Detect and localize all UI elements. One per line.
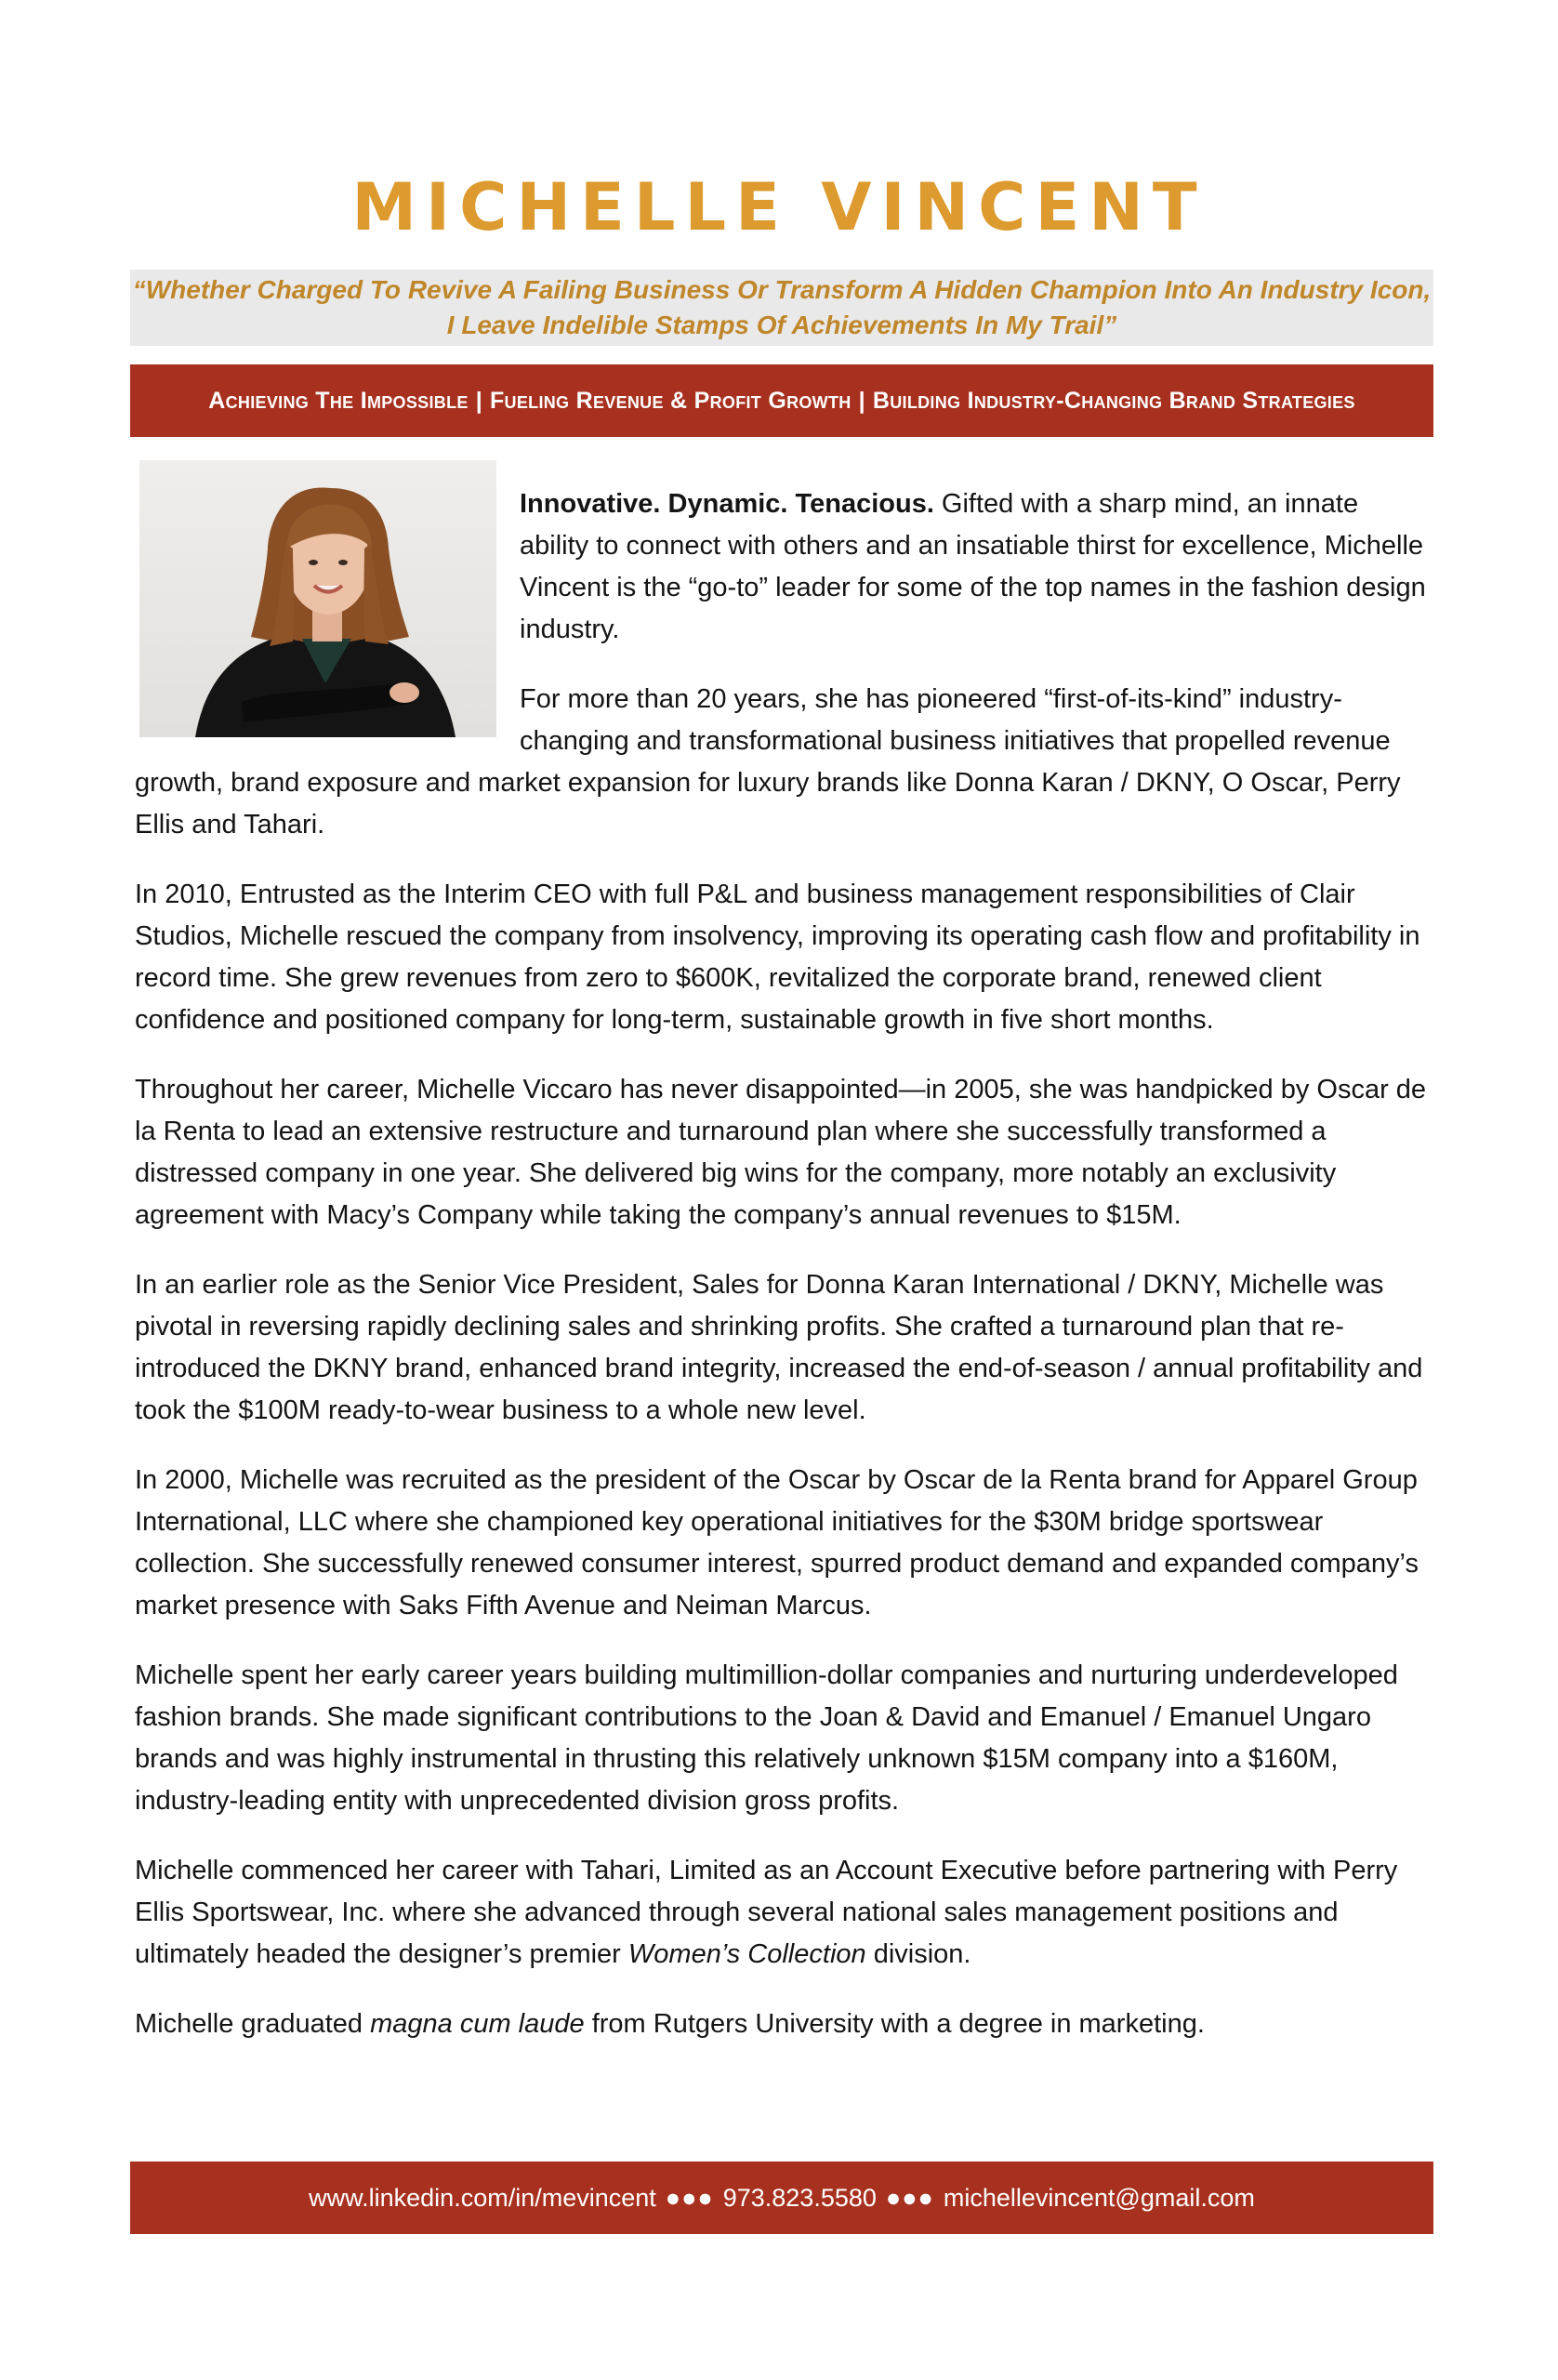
photo-spacer <box>135 483 520 762</box>
banner-item-1: Achieving The Impossible <box>208 387 469 414</box>
bio-paragraph-5: In an earlier role as the Senior Vice President, Sales for Donna Karan International / DKNY, Michelle was pivotal in reversing rapidly declining sales and shrinking profits. She crafted a turnaround plan that re-introduced the DKNY brand, enhanced brand integrity, increased the end-of-season / annual profitability and took the $100M ready-to-wear business to a whole new level. <box>135 1270 1423 1425</box>
bio-paragraph-8-a: Michelle commenced her career with Tahari, Limited as an Account Executive before partnering with Perry Ellis Sportswear, Inc. where she advanced through several national sales management positions and ultimately headed the designer’s premier <box>135 1856 1398 1969</box>
bio-paragraph-3: In 2010, Entrusted as the Interim CEO with full P&L and business management responsibilities of Clair Studios, Michelle rescued the company from insolvency, improving its operating cash flow and profitability in record time. She grew revenues from zero to $600K, revitalized the corporate brand, renewed client confidence and positioned company for long-term, sustainable growth in five short months. <box>135 879 1420 1035</box>
email-link[interactable]: michellevincent@gmail.com <box>943 2183 1255 2212</box>
bio-paragraph-1-text: Gifted with a sharp mind, an innate ability to connect with others and an insatiable thirst for excellence, Michelle Vincent is the “go-to” leader for some of the top names in the fashion design industry. <box>520 489 1426 644</box>
quote-line-2: I Leave Indelible Stamps Of Achievements In My Trail” <box>446 311 1117 339</box>
bio-paragraph-9-italic: magna cum laude <box>370 2009 585 2039</box>
bio-paragraph-2: For more than 20 years, she has pioneered “first-of-its-kind” industry-changing and transformational business initiatives that propelled revenue growth, brand exposure and market expansion for luxury brands like Donna Karan / DKNY, O Oscar, Perry Ellis and Tahari. <box>135 684 1401 840</box>
bio-paragraph-9 <box>135 2003 1433 2045</box>
contact-footer <box>130 2162 1433 2234</box>
bio-paragraph-6: In 2000, Michelle was recruited as the president of the Oscar by Oscar de la Renta brand for Apparel Group International, LLC where she championed key operational initiatives for the $30M bridge sportswear collection. She successfully renewed consumer interest, spurred product demand and expanded company’s market presence with Saks Fifth Avenue and Neiman Marcus. <box>135 1465 1419 1620</box>
person-name: MICHELLE VINCENT <box>351 169 1207 245</box>
banner-item-3: Building Industry-Changing Brand Strategies <box>872 387 1355 414</box>
separator-dots: ●●● <box>665 2183 714 2212</box>
bio-paragraph-8 <box>135 1850 1433 1976</box>
bio-body <box>135 483 1433 2073</box>
separator-dots: ●●● <box>885 2183 934 2212</box>
bio-paragraph-9-a: Michelle graduated <box>135 2009 371 2039</box>
bio-paragraph-8-italic: Women’s Collection <box>627 1939 866 1969</box>
bio-paragraph-4: Throughout her career, Michelle Viccaro has never disappointed—in 2005, she was handpicked by Oscar de la Renta to lead an extensive restructure and turnaround plan where she successfully transformed a distressed company in one year. She delivered big wins for the company, more notably an exclusivity agreement with Macy’s Company while taking the company’s annual revenues to $15M. <box>135 1075 1427 1230</box>
bio-paragraph-7: Michelle spent her early career years building multimillion-dollar companies and nurturing underdeveloped fashion brands. She made significant contributions to the Joan & David and Emanuel / Emanuel Ungaro brands and was highly instrumental in thrusting this relatively unknown $15M company into a $160M, industry-leading entity with unprecedented division gross profits. <box>135 1660 1398 1816</box>
value-banner <box>130 364 1433 437</box>
banner-item-2: Fueling Revenue & Profit Growth <box>489 387 852 414</box>
quote-line-1: “Whether Charged To Revive A Failing Business Or Transform A Hidden Champion Into An Industry Icon, <box>132 275 1432 304</box>
banner-separator: | <box>475 387 482 414</box>
bio-paragraph-8-b: division. <box>865 1939 971 1969</box>
tagline-quote <box>130 270 1433 346</box>
banner-separator: | <box>858 387 865 414</box>
bio-lead: Innovative. Dynamic. Tenacious. <box>520 489 934 519</box>
bio-paragraph-9-b: from Rutgers University with a degree in marketing. <box>584 2009 1205 2039</box>
linkedin-link[interactable]: www.linkedin.com/in/mevincent <box>309 2183 656 2212</box>
phone-number[interactable]: 973.823.5580 <box>722 2183 877 2212</box>
